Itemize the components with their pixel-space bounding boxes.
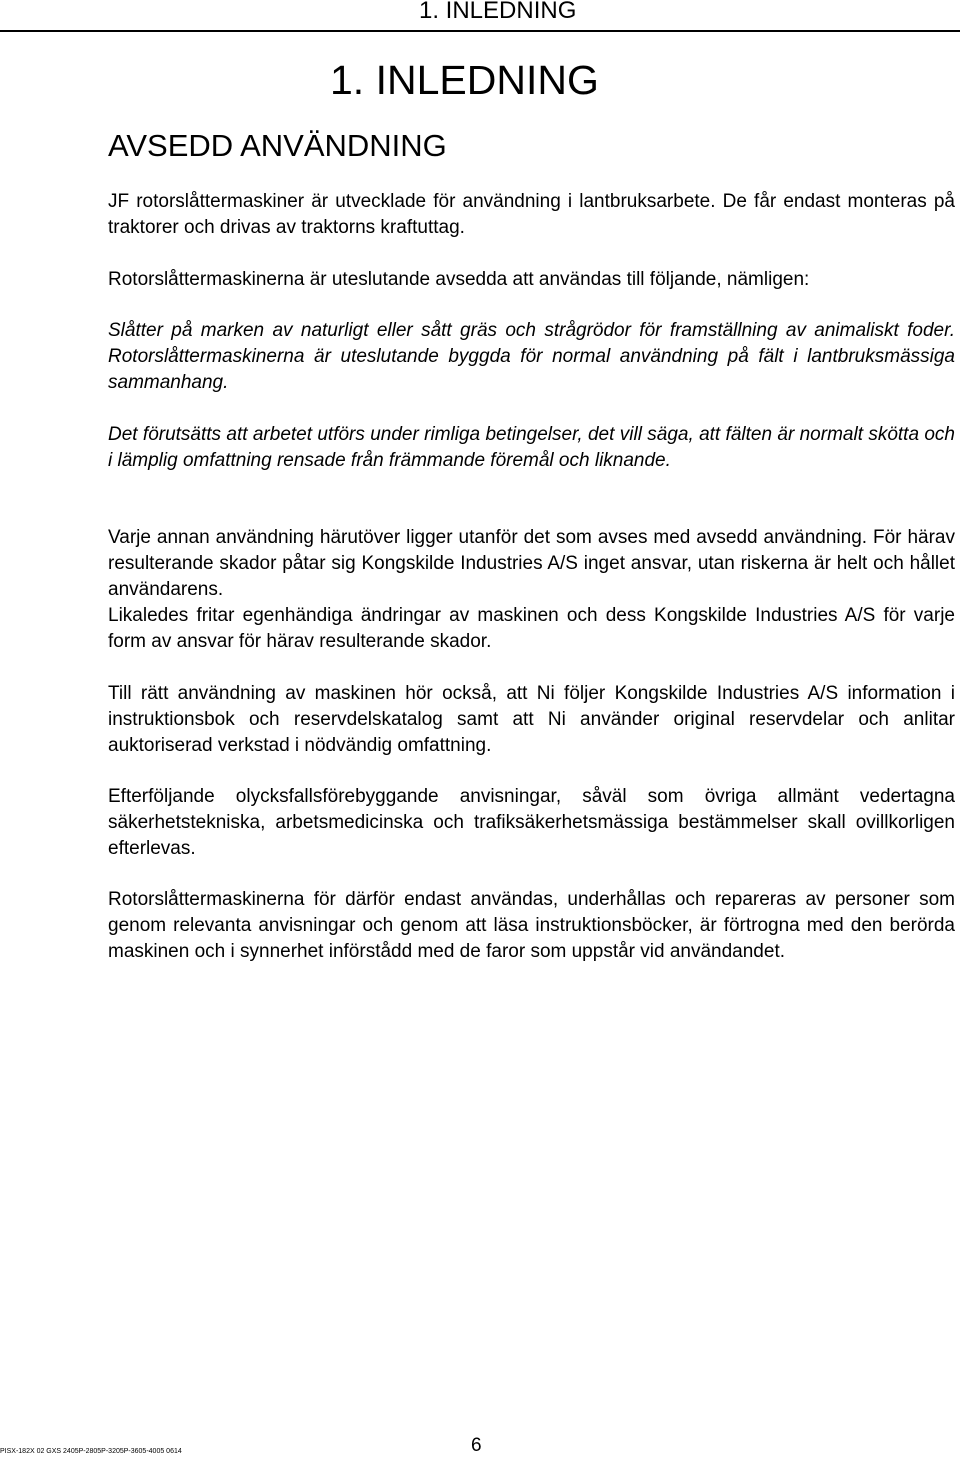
paragraph-correct-use xyxy=(108,681,955,759)
paragraph-text: Slåtter på marken av naturligt eller sått gräs och strågrödor för framställning av animaliskt foder. Rotorslåttermaskinerna är uteslutande byggda för normal användning på fält i lantbruksmässiga sammanhang. xyxy=(108,320,955,393)
page-number: 6 xyxy=(471,1435,482,1456)
paragraph-working-conditions xyxy=(108,422,955,474)
paragraph-text: Likaledes fritar egenhändiga ändringar av maskinen och dess Kongskilde Industries A/S för varje form av ansvar för härav resulterande skador. xyxy=(108,605,955,652)
footer-document-code: PISX-182X 02 GXS 2405P-2805P-3205P-3605-4005 0614 xyxy=(0,1448,182,1455)
paragraph-intended-machines xyxy=(108,189,955,241)
paragraph-liability xyxy=(108,525,955,655)
running-header-title: 1. INLEDNING xyxy=(419,0,577,24)
paragraph-text: Efterföljande olycksfallsförebyggande anvisningar, såväl som övriga allmänt vedertagna säkerhetstekniska, arbetsmedicinska och trafiksäkerhetsmässiga bestämmelser skall ovillkorligen efterlevas. xyxy=(108,786,955,859)
paragraph-mowing-definition xyxy=(108,318,955,396)
section-title: AVSEDD ANVÄNDNING xyxy=(108,128,447,163)
paragraph-text: Varje annan användning härutöver ligger utanför det som avses med avsedd användning. För härav resulterande skador påtar sig Kongskilde Industries A/S inget ansvar, utan riskerna är helt och hållet användarens. xyxy=(108,527,955,600)
paragraph-exclusive-use xyxy=(108,267,955,293)
paragraph-qualified-personnel xyxy=(108,887,955,965)
paragraph-text: Rotorslåttermaskinerna för därför endast användas, underhållas och repareras av personer som genom relevanta anvisningar och genom att läsa instruktionsböcker, är förtrogna med den berörda maskinen och i synnerhet införstådd med de faror som uppstår vid användandet. xyxy=(108,889,955,962)
paragraph-text: Till rätt användning av maskinen hör också, att Ni följer Kongskilde Industries A/S information i instruktionsbok och reservdelskatalog samt att Ni använder original reservdelar och anlitar auktoriserad verkstad i nödvändig omfattning. xyxy=(108,683,955,756)
paragraph-text: Det förutsätts att arbetet utförs under rimliga betingelser, det vill säga, att fälten är normalt skötta och i lämplig omfattning rensade från främmande föremål och liknande. xyxy=(108,424,955,471)
paragraph-text: JF rotorslåttermaskiner är utvecklade för användning i lantbruksarbete. De får endast monteras på traktorer och drivas av traktorns kraftuttag. xyxy=(108,191,955,238)
chapter-title: 1. INLEDNING xyxy=(330,57,599,103)
paragraph-text: Rotorslåttermaskinerna är uteslutande avsedda att användas till följande, nämligen: xyxy=(108,269,810,290)
paragraph-safety-rules xyxy=(108,784,955,862)
header-divider xyxy=(0,30,960,32)
